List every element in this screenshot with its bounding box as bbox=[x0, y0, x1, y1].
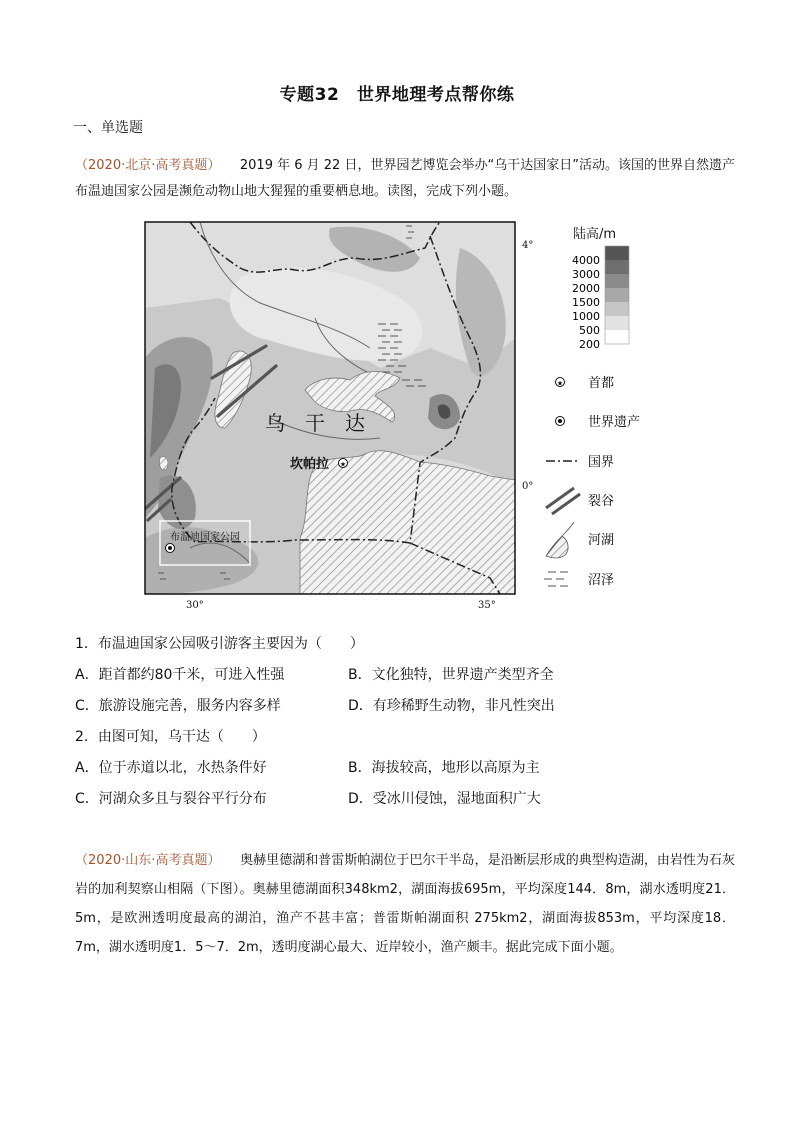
lon-label-35: 35° bbox=[478, 600, 496, 611]
elev-swatch-4000 bbox=[605, 246, 629, 260]
legend-river-lake-icon bbox=[546, 522, 574, 558]
lon-label-30: 30° bbox=[186, 600, 204, 611]
map-legend bbox=[544, 226, 640, 588]
passage-2-source: （2020·山东·高考真题） bbox=[75, 853, 215, 868]
q1-option-b[interactable]: B．文化独特，世界遗产类型齐全 bbox=[348, 667, 554, 683]
uganda-map bbox=[100, 218, 680, 613]
uganda-map-figure bbox=[100, 218, 680, 613]
legend-river-lake-label: 河湖 bbox=[588, 533, 615, 548]
lat-label-0: 0° bbox=[522, 481, 534, 492]
passage-1 bbox=[75, 153, 735, 205]
q2-option-d[interactable]: D．受冰川侵蚀，湿地面积广大 bbox=[348, 791, 541, 807]
question-1-stem: 1．布温迪国家公园吸引游客主要因为（ ） bbox=[75, 636, 364, 652]
legend-rift-icon-a bbox=[546, 488, 574, 508]
q2-option-b[interactable]: B．海拔较高，地形以高原为主 bbox=[348, 760, 540, 776]
legend-capital-star-icon: ★ bbox=[556, 379, 564, 388]
elev-swatch-500 bbox=[605, 316, 629, 330]
page-title: 专题32 世界地理考点帮你练 bbox=[279, 85, 515, 105]
lat-label-4: 4° bbox=[522, 240, 534, 251]
legend-swamp-icon bbox=[544, 572, 568, 586]
capital-star-icon: ★ bbox=[339, 460, 347, 469]
legend-rift-icon-b bbox=[552, 494, 580, 514]
elev-swatch-2000 bbox=[605, 274, 629, 288]
passage-1-text: 2019 年 6 月 22 日，世界园艺博览会举办“乌干达国家日”活动。该国的世界自然遗产布温迪国家公园是濒危动物山地大猩猩的重要栖息地。读图，完成下列小题。 bbox=[75, 158, 735, 199]
elev-label-2000: 2000 bbox=[572, 282, 600, 295]
country-label: 乌 干 达 bbox=[265, 411, 365, 435]
elev-label-200: 200 bbox=[579, 338, 600, 351]
passage-1-source: （2020·北京·高考真题） bbox=[75, 158, 214, 173]
section-heading: 一、单选题 bbox=[73, 120, 143, 136]
elev-label-1500: 1500 bbox=[572, 296, 600, 309]
q1-option-c[interactable]: C．旅游设施完善，服务内容多样 bbox=[75, 698, 281, 714]
park-label: 布温迪国家公园 bbox=[170, 532, 240, 543]
legend-heritage-dot-icon bbox=[558, 419, 562, 423]
legend-capital-label: 首都 bbox=[588, 376, 615, 391]
legend-rift-label: 裂谷 bbox=[588, 494, 615, 509]
legend-title: 陆高/m bbox=[573, 227, 617, 242]
elev-label-4000: 4000 bbox=[572, 254, 600, 267]
world-heritage-dot-icon bbox=[168, 546, 172, 550]
elev-label-500: 500 bbox=[579, 324, 600, 337]
passage-2-text: 奥赫里德湖和普雷斯帕湖位于巴尔干半岛，是沿断层形成的典型构造湖，由岩性为石灰岩的加利契察山相隔（下图）。奥赫里德湖面积348km2，湖面海拔695m，平均深度144．8m，湖水透明度21．5m，是欧洲透明度最高的湖泊，渔产不甚丰富；普雷斯帕湖面积 275km2，湖面海拔853m，平均深度18．7m，湖水透明度1．5～7．2m，透明度湖心最大、近岸较小，渔产颇丰。据此完成下面小题。 bbox=[75, 853, 735, 955]
lake-edward bbox=[160, 457, 168, 470]
legend-heritage-label: 世界遗产 bbox=[588, 415, 641, 430]
elev-swatch-3000 bbox=[605, 260, 629, 274]
elev-swatch-1000 bbox=[605, 302, 629, 316]
q2-option-c[interactable]: C．河湖众多且与裂谷平行分布 bbox=[75, 791, 267, 807]
question-2-stem: 2．由图可知，乌干达（ ） bbox=[75, 729, 266, 745]
legend-swamp-label: 沼泽 bbox=[588, 573, 615, 588]
q1-option-d[interactable]: D．有珍稀野生动物，非凡性突出 bbox=[348, 698, 555, 714]
q1-option-a[interactable]: A．距首都约80千米，可进入性强 bbox=[75, 667, 285, 683]
elev-label-3000: 3000 bbox=[572, 268, 600, 281]
passage-2 bbox=[75, 846, 735, 962]
elev-label-1000: 1000 bbox=[572, 310, 600, 323]
elev-swatch-1500 bbox=[605, 288, 629, 302]
legend-border-label: 国界 bbox=[588, 455, 615, 470]
q2-option-a[interactable]: A．位于赤道以北，水热条件好 bbox=[75, 760, 267, 776]
capital-label: 坎帕拉 bbox=[290, 457, 330, 472]
